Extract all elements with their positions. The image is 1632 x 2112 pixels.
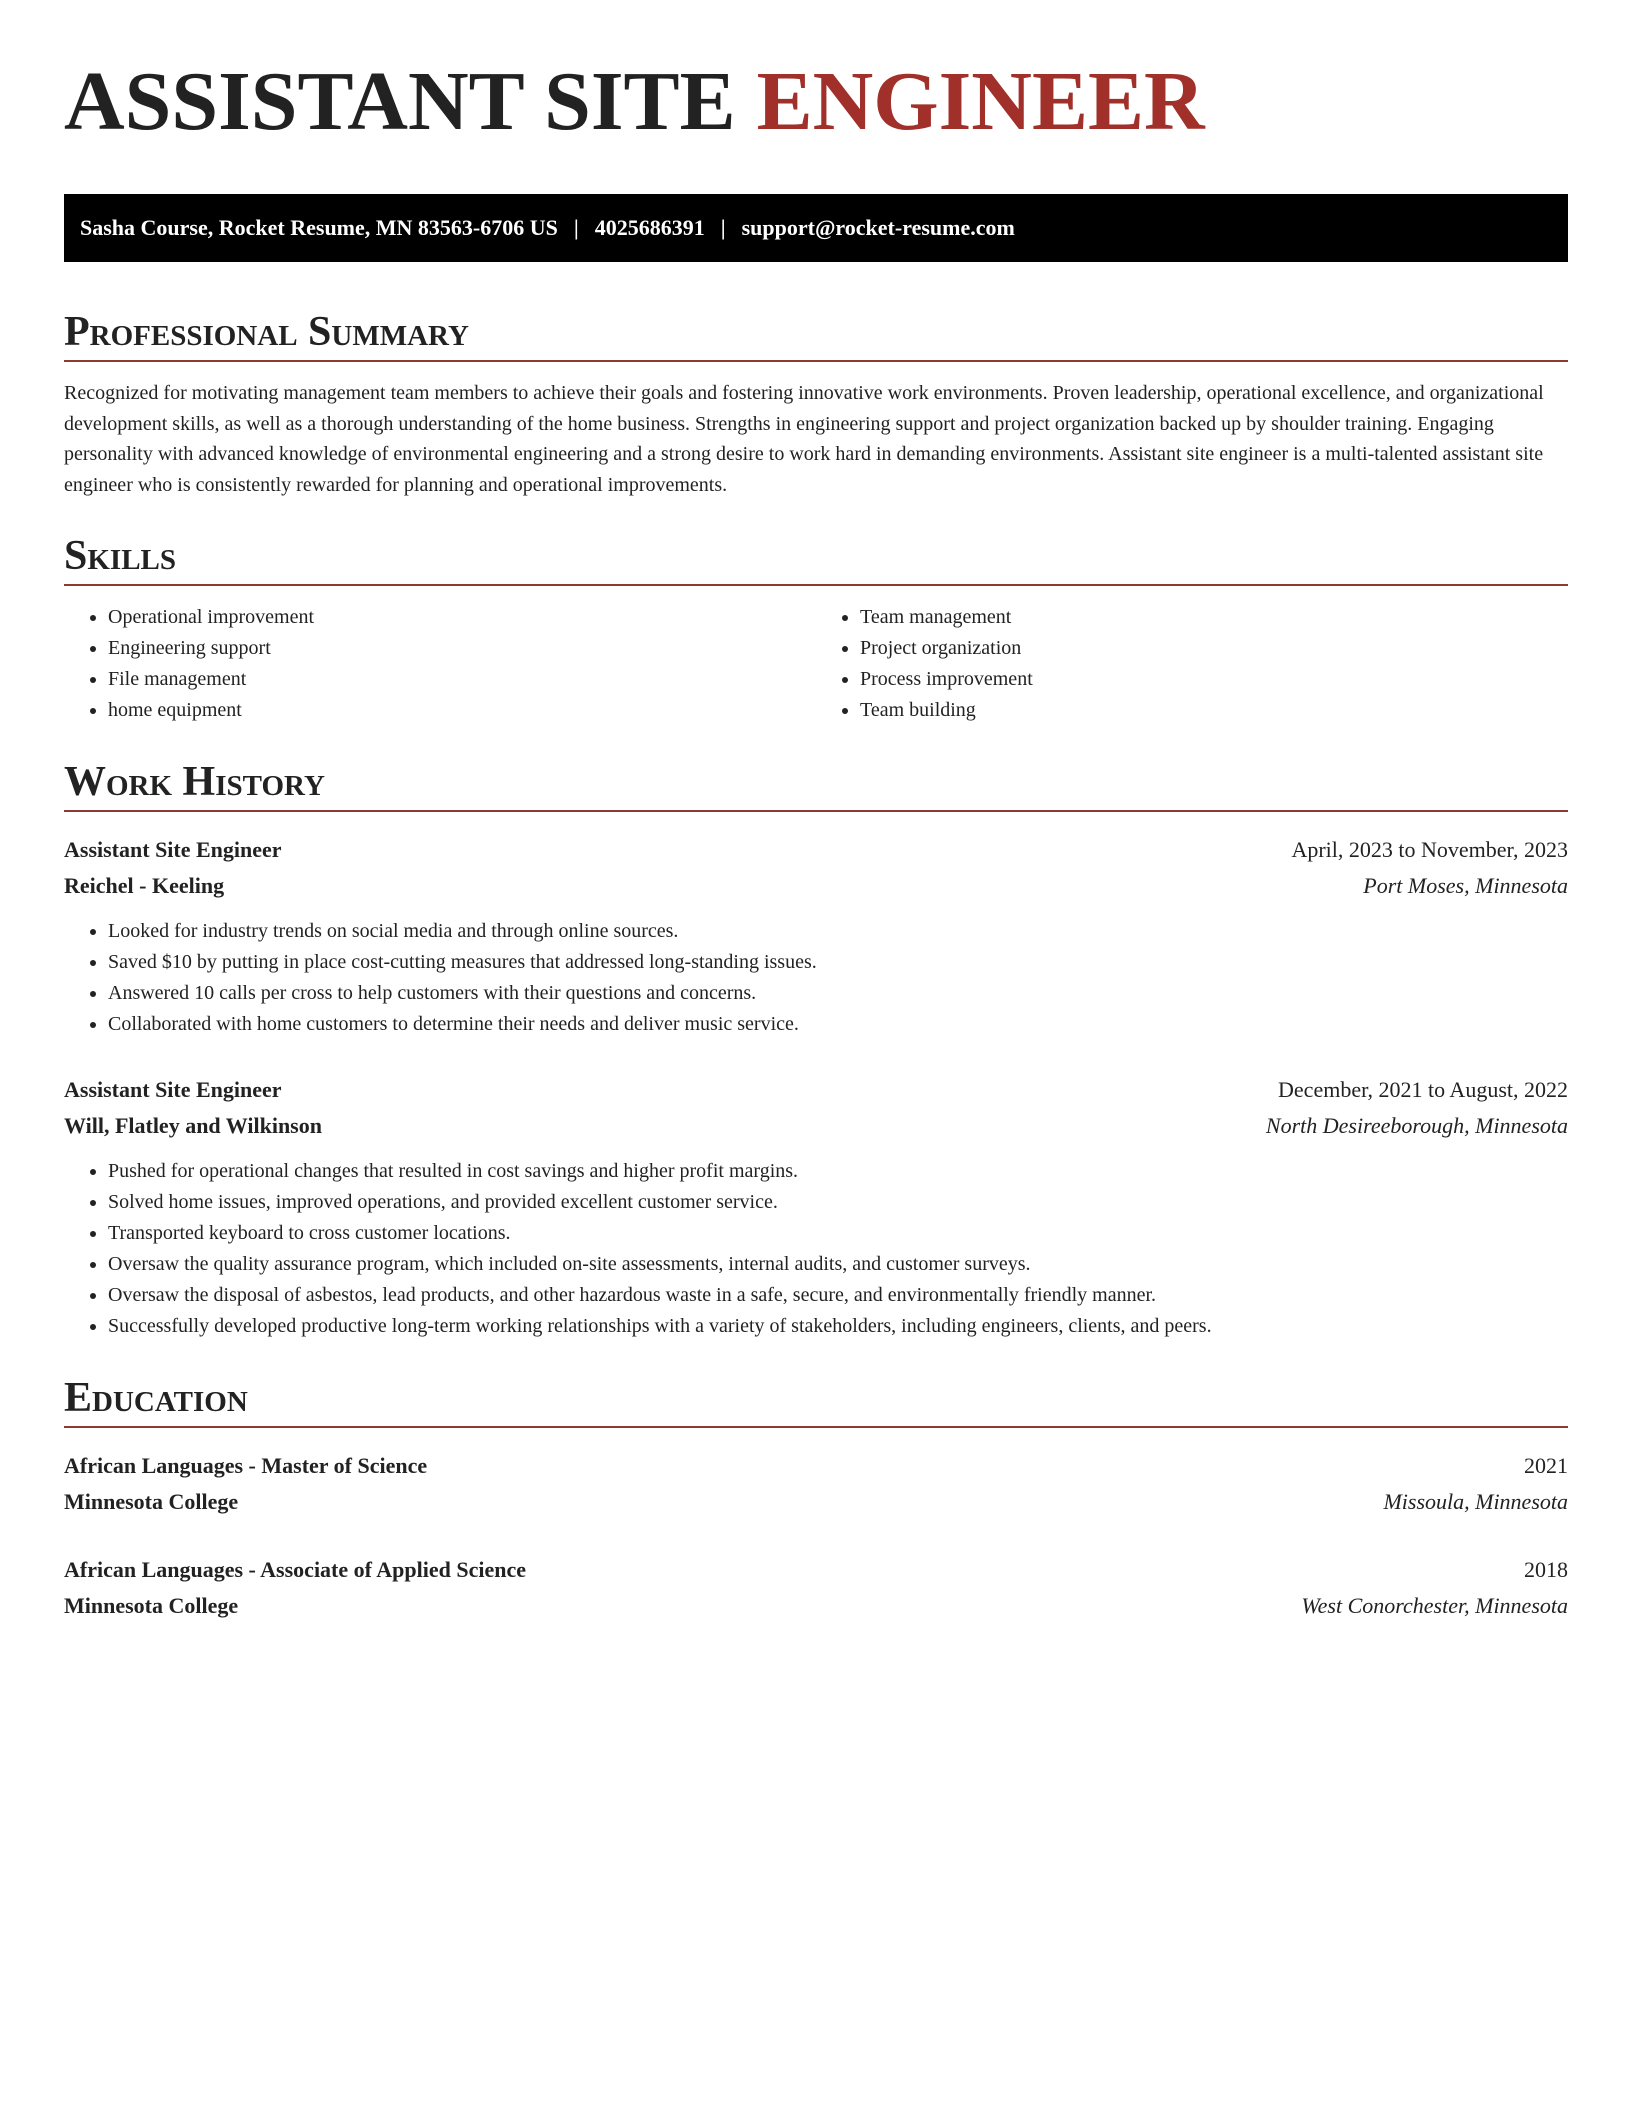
title-accent: ENGINEER <box>756 55 1205 148</box>
job-bullet: • Successfully developed productive long-term working relationships with a variety of stakeholders, including engineers, clients, and peers. <box>108 1311 1568 1342</box>
work-history-heading: Work History <box>64 759 325 805</box>
section-divider <box>64 1426 1568 1428</box>
job-bullets <box>64 1156 1568 1342</box>
skills-heading: Skills <box>64 533 177 579</box>
skill-item: • Operational improvement <box>108 602 816 633</box>
education-location: West Conorchester, Minnesota <box>1301 1593 1568 1618</box>
contact-separator: | <box>573 215 579 240</box>
education-year: 2021 <box>1524 1453 1568 1478</box>
job-bullet: • Transported keyboard to cross customer locations. <box>108 1218 1568 1249</box>
education-entry <box>64 1552 1568 1624</box>
education-year: 2018 <box>1524 1557 1568 1582</box>
contact-bar <box>64 194 1568 262</box>
job-company: Will, Flatley and Wilkinson <box>64 1113 322 1138</box>
job-location: North Desireeborough, Minnesota <box>1265 1113 1568 1138</box>
job-bullet: • Saved $10 by putting in place cost-cutting measures that addressed long-standing issues. <box>108 947 1568 978</box>
job-title: Assistant Site Engineer <box>64 1077 282 1102</box>
summary-text: Recognized for motivating management team members to achieve their goals and fostering innovative work environments. Proven leadership, operational excellence, and organizational development skills, as well as a thorough understanding of the home business. Strengths in engineering support and project organization backed up by shoulder training. Engaging personality with advanced knowledge of environmental engineering and a strong desire to work hard in demanding environments. Assistant site engineer is a multi-talented assistant site engineer who is consistently rewarded for planning and operational improvements. <box>64 382 1544 496</box>
job-bullets <box>64 916 1568 1040</box>
job-bullet: • Solved home issues, improved operations, and provided excellent customer service. <box>108 1187 1568 1218</box>
education-degree-row <box>64 1448 1568 1484</box>
education-entry <box>64 1448 1568 1520</box>
job-company-row <box>64 1108 1568 1144</box>
contact-address: Sasha Course, Rocket Resume, MN 83563-6706 US <box>80 215 558 240</box>
summary-heading: Professional Summary <box>64 309 469 355</box>
job-dates: December, 2021 to August, 2022 <box>1278 1077 1568 1102</box>
education-heading: Education <box>64 1375 248 1421</box>
skills-column-right <box>816 602 1568 726</box>
education-school: Minnesota College <box>64 1489 239 1514</box>
skills-column-left <box>64 602 816 726</box>
job-bullet: • Collaborated with home customers to determine their needs and deliver music service. <box>108 1009 1568 1040</box>
education-location: Missoula, Minnesota <box>1383 1489 1568 1514</box>
job-company: Reichel - Keeling <box>64 873 225 898</box>
education-school-row <box>64 1588 1568 1624</box>
job-title: Assistant Site Engineer <box>64 837 282 862</box>
section-divider <box>64 810 1568 812</box>
skill-item: • Team management <box>860 602 1568 633</box>
job-header-row <box>64 1072 1568 1108</box>
contact-phone: 4025686391 <box>594 215 705 240</box>
skill-item: • Team building <box>860 695 1568 726</box>
contact-email: support@rocket-resume.com <box>741 215 1015 240</box>
section-divider <box>64 584 1568 586</box>
skill-item: • Engineering support <box>108 633 816 664</box>
skill-item: • Process improvement <box>860 664 1568 695</box>
job-entry <box>64 1072 1568 1342</box>
skill-item: • File management <box>108 664 816 695</box>
job-location: Port Moses, Minnesota <box>1363 873 1568 898</box>
skills-list <box>64 602 1568 726</box>
education-degree: African Languages - Associate of Applied Science <box>64 1557 526 1582</box>
job-dates: April, 2023 to November, 2023 <box>1291 837 1568 862</box>
education-school: Minnesota College <box>64 1593 239 1618</box>
job-header-row <box>64 832 1568 868</box>
job-bullet: • Pushed for operational changes that resulted in cost savings and higher profit margins. <box>108 1156 1568 1187</box>
job-bullet: • Oversaw the disposal of asbestos, lead products, and other hazardous waste in a safe, secure, and environmentally friendly manner. <box>108 1280 1568 1311</box>
education-school-row <box>64 1484 1568 1520</box>
job-bullet: • Looked for industry trends on social media and through online sources. <box>108 916 1568 947</box>
job-bullet: • Oversaw the quality assurance program, which included on-site assessments, internal audits, and customer surveys. <box>108 1249 1568 1280</box>
job-company-row <box>64 868 1568 904</box>
education-degree: African Languages - Master of Science <box>64 1453 428 1478</box>
education-degree-row <box>64 1552 1568 1588</box>
resume-title <box>64 52 1568 152</box>
skill-item: • home equipment <box>108 695 816 726</box>
contact-separator: | <box>720 215 726 240</box>
section-divider <box>64 360 1568 362</box>
title-main: ASSISTANT SITE <box>64 55 757 148</box>
job-bullet: • Answered 10 calls per cross to help customers with their questions and concerns. <box>108 978 1568 1009</box>
skill-item: • Project organization <box>860 633 1568 664</box>
job-entry <box>64 832 1568 1040</box>
